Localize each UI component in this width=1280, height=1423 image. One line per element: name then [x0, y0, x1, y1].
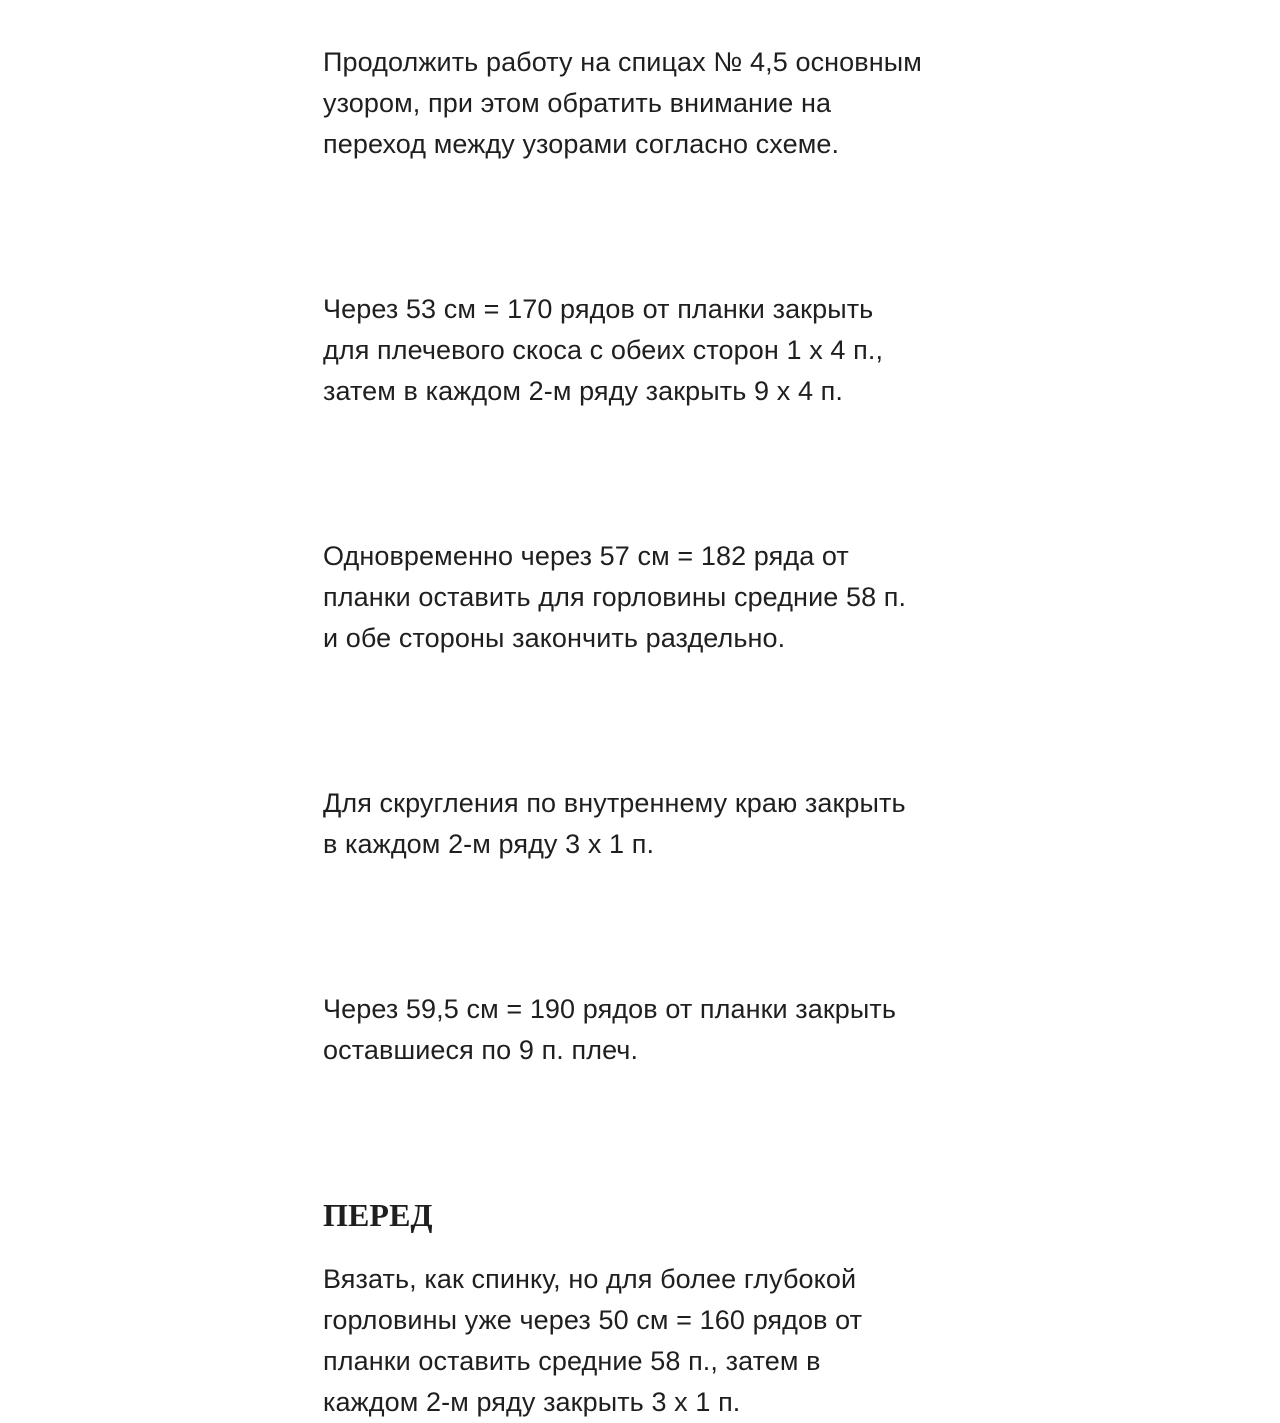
paragraph-bind-off-shoulders: Через 59,5 см = 190 рядов от планки закрыть оставшиеся по 9 п. плеч.	[323, 994, 897, 1065]
paragraph-spacer	[323, 1071, 983, 1195]
paragraph-spacer	[323, 659, 983, 783]
paragraph-rounding: Для скругления по внутреннему краю закрыть в каждом 2-м ряду 3 х 1 п.	[323, 788, 906, 859]
paragraph-spacer	[323, 865, 983, 989]
section-title-front: ПЕРЕД	[323, 1197, 433, 1233]
title-spacer	[323, 1236, 983, 1259]
article-body	[323, 42, 983, 1423]
paragraph-spacer	[323, 412, 983, 536]
paragraph-continue-main-pattern: Продолжить работу на спицах № 4,5 основным узором, при этом обратить внимание на переход между узорами согласно схеме.	[323, 47, 922, 159]
paragraph-spacer	[323, 165, 983, 289]
paragraph-front-instructions: Вязать, как спинку, но для более глубокой горловины уже через 50 см = 160 рядов от планки оставить средние 58 п., затем в каждом 2-м ряду закрыть 3 х 1 п.	[323, 1264, 863, 1417]
paragraph-neckline: Одновременно через 57 см = 182 ряда от планки оставить для горловины средние 58 п. и обе стороны закончить раздельно.	[323, 541, 907, 653]
paragraph-shoulder-slope: Через 53 см = 170 рядов от планки закрыть для плечевого скоса с обеих сторон 1 х 4 п., затем в каждом 2-м ряду закрыть 9 х 4 п.	[323, 294, 884, 406]
